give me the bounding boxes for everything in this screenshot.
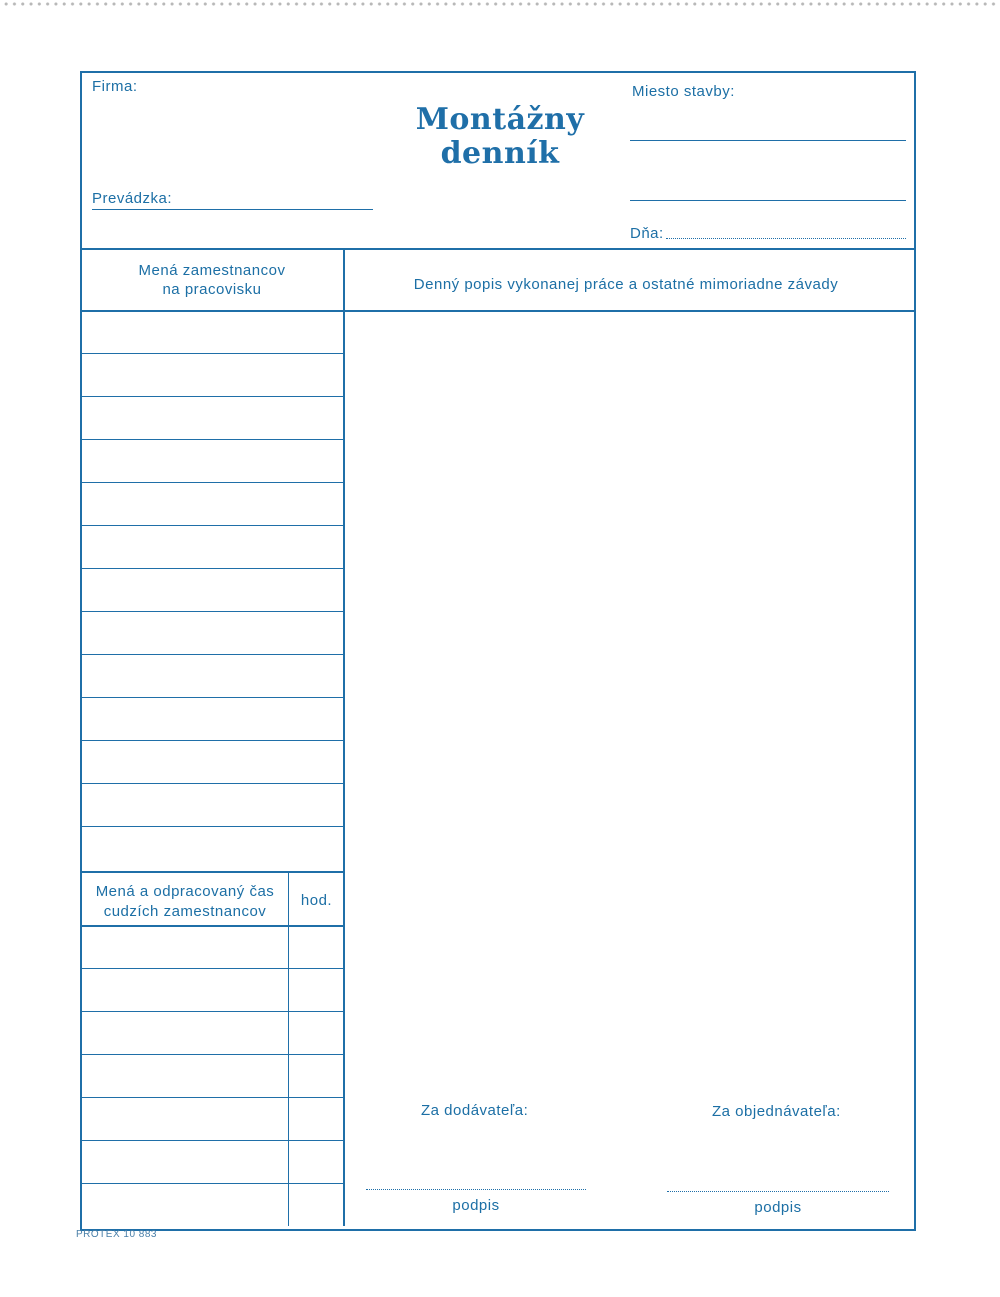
names-header-line-1: Mená zamestnancov bbox=[138, 262, 286, 279]
name-row-line bbox=[81, 826, 343, 827]
name-row-line bbox=[81, 482, 343, 483]
prevadzka-label: Prevádzka: bbox=[92, 190, 173, 207]
external-header-bottom bbox=[81, 925, 343, 927]
external-name-cell[interactable] bbox=[82, 1186, 287, 1226]
name-row-cell[interactable] bbox=[82, 614, 342, 654]
perforation-edge bbox=[0, 0, 1000, 8]
external-hours-cell[interactable] bbox=[291, 1186, 342, 1226]
customer-signature-caption: podpis bbox=[754, 1199, 802, 1216]
description-column-header: Denný popis vykonanej práce a ostatné mimoriadne závady bbox=[413, 276, 839, 293]
customer-label: Za objednávateľa: bbox=[712, 1103, 841, 1120]
external-header-line-1: Mená a odpracovaný čas bbox=[95, 883, 275, 900]
hours-header: hod. bbox=[300, 892, 333, 909]
prevadzka-line[interactable] bbox=[92, 209, 373, 210]
external-row-line bbox=[81, 968, 343, 969]
names-column-header bbox=[82, 261, 342, 299]
external-hours-cell[interactable] bbox=[291, 1143, 342, 1183]
miesto-stavby-label: Miesto stavby: bbox=[632, 83, 735, 100]
name-row-line bbox=[81, 783, 343, 784]
external-name-cell[interactable] bbox=[82, 1014, 287, 1054]
dna-label: Dňa: bbox=[630, 225, 664, 242]
header-divider bbox=[81, 248, 914, 250]
external-section-top bbox=[81, 871, 343, 873]
name-row-line bbox=[81, 353, 343, 354]
name-row-line bbox=[81, 525, 343, 526]
miesto-stavby-line-1[interactable] bbox=[630, 140, 906, 141]
title-line-1: Montážny bbox=[415, 102, 585, 137]
name-row-cell[interactable] bbox=[82, 657, 342, 697]
external-name-cell[interactable] bbox=[82, 1143, 287, 1183]
external-header-line-2: cudzích zamestnancov bbox=[103, 903, 267, 920]
name-row-line bbox=[81, 697, 343, 698]
name-row-line bbox=[81, 568, 343, 569]
name-row-line bbox=[81, 439, 343, 440]
external-row-line bbox=[81, 1097, 343, 1098]
external-row-line bbox=[81, 1183, 343, 1184]
external-hours-cell[interactable] bbox=[291, 1057, 342, 1097]
main-column-divider bbox=[343, 249, 345, 1226]
supplier-label: Za dodávateľa: bbox=[421, 1102, 529, 1119]
name-row-line bbox=[81, 396, 343, 397]
external-hours-cell[interactable] bbox=[291, 1014, 342, 1054]
form-title bbox=[395, 103, 605, 171]
external-row-line bbox=[81, 1140, 343, 1141]
external-name-cell[interactable] bbox=[82, 1100, 287, 1140]
name-row-cell[interactable] bbox=[82, 786, 342, 826]
name-row-cell[interactable] bbox=[82, 571, 342, 611]
name-row-cell[interactable] bbox=[82, 700, 342, 740]
supplier-signature-line[interactable] bbox=[366, 1189, 586, 1190]
name-row-cell[interactable] bbox=[82, 528, 342, 568]
name-row-cell[interactable] bbox=[82, 399, 342, 439]
external-name-cell[interactable] bbox=[82, 928, 287, 968]
miesto-stavby-line-2[interactable] bbox=[630, 200, 906, 201]
firma-label: Firma: bbox=[92, 78, 138, 95]
table-header-bottom bbox=[81, 310, 914, 312]
name-row-cell[interactable] bbox=[82, 442, 342, 482]
external-hours-cell[interactable] bbox=[291, 971, 342, 1011]
name-row-line bbox=[81, 654, 343, 655]
name-row-line bbox=[81, 740, 343, 741]
external-name-cell[interactable] bbox=[82, 971, 287, 1011]
external-hours-cell[interactable] bbox=[291, 1100, 342, 1140]
name-row-cell[interactable] bbox=[82, 743, 342, 783]
name-row-cell[interactable] bbox=[82, 485, 342, 525]
name-row-line bbox=[81, 611, 343, 612]
names-header-line-2: na pracovisku bbox=[162, 281, 262, 298]
name-row-cell[interactable] bbox=[82, 313, 342, 353]
supplier-signature-caption: podpis bbox=[452, 1197, 500, 1214]
product-code: PROTEX 10 883 bbox=[76, 1229, 157, 1240]
external-hours-cell[interactable] bbox=[291, 928, 342, 968]
external-row-line bbox=[81, 1054, 343, 1055]
external-row-line bbox=[81, 1011, 343, 1012]
name-row-cell[interactable] bbox=[82, 829, 342, 869]
dna-dotted-line[interactable] bbox=[666, 238, 906, 239]
title-line-2: denník bbox=[440, 136, 560, 171]
external-name-cell[interactable] bbox=[82, 1057, 287, 1097]
external-workers-header bbox=[82, 882, 288, 922]
hours-column-divider bbox=[288, 872, 289, 1226]
customer-signature-line[interactable] bbox=[667, 1191, 889, 1192]
name-row-cell[interactable] bbox=[82, 356, 342, 396]
description-area[interactable] bbox=[346, 313, 912, 1093]
